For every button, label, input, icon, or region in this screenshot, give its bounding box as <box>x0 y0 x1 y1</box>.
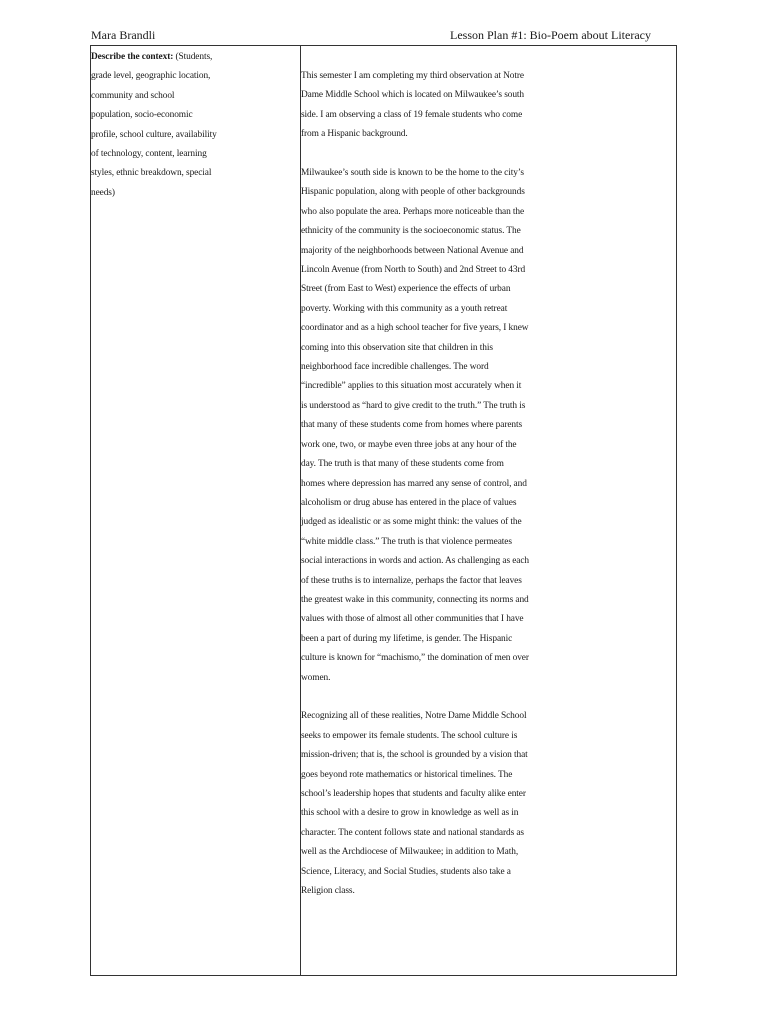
response-line: judged as idealistic or as some might think: the values of the <box>301 517 522 528</box>
response-line: Dame Middle School which is located on Milwaukee’s south <box>301 90 525 101</box>
prompt-line: (Students, <box>173 52 213 62</box>
lesson-title: Lesson Plan #1: Bio-Poem about Literacy <box>450 28 651 42</box>
response-line: coming into this observation site that children in this <box>301 342 493 353</box>
response-line: Religion class. <box>301 886 355 897</box>
response-line: ethnicity of the community is the socioeconomic status. The <box>301 226 521 237</box>
response-line: well as the Archdiocese of Milwaukee; in addition to Math, <box>301 847 519 858</box>
prompt-first-line <box>91 48 300 67</box>
response-line: neighborhood face incredible challenges. The word <box>301 362 489 373</box>
context-table <box>90 45 677 976</box>
response-line: This semester I am completing my third observation at Notre <box>301 71 524 81</box>
response-line: coordinator and as a high school teacher for five years, I knew <box>301 323 529 334</box>
response-line: been a part of during my lifetime, is gender. The Hispanic <box>301 633 513 644</box>
response-line: that many of these students come from homes where parents <box>301 420 523 431</box>
prompt-line: needs) <box>91 187 115 198</box>
response-line: Recognizing all of these realities, Notre Dame Middle School <box>301 711 527 722</box>
response-line: the greatest wake in this community, connecting its norms and <box>301 594 529 605</box>
response-line: character. The content follows state and national standards as <box>301 827 524 838</box>
response-line: values with those of almost all other communities that I have <box>301 614 524 625</box>
response-line: side. I am observing a class of 19 female students who come <box>301 109 523 120</box>
response-line: school’s leadership hopes that students and faculty alike enter <box>301 789 526 799</box>
response-line: Science, Literacy, and Social Studies, students also take a <box>301 866 511 877</box>
response-line: of these truths is to internalize, perhaps the factor that leaves <box>301 575 522 586</box>
response-cell <box>301 67 677 921</box>
author-name: Mara Brandli <box>91 28 156 42</box>
response-line: women. <box>301 672 331 683</box>
response-line: mission-driven; that is, the school is grounded by a vision that <box>301 750 528 761</box>
prompt-line: styles, ethnic breakdown, special <box>91 168 212 179</box>
response-line: Milwaukee’s south side is known to be the home to the city’s <box>301 168 524 179</box>
response-line: poverty. Working with this community as a youth retreat <box>301 303 508 314</box>
response-line: work one, two, or maybe even three jobs at any hour of the <box>301 439 517 450</box>
response-line: day. The truth is that many of these students come from <box>301 459 504 470</box>
response-line: from a Hispanic background. <box>301 129 408 140</box>
response-line: homes where depression has marred any sense of control, and <box>301 478 527 489</box>
prompt-line: community and school <box>91 90 175 101</box>
response-line: goes beyond rote mathematics or historical timelines. The <box>301 769 513 780</box>
prompt-line: grade level, geographic location, <box>91 71 211 82</box>
response-line: “incredible” applies to this situation most accurately when it <box>301 381 522 392</box>
response-line: Hispanic population, along with people of other backgrounds <box>301 187 525 198</box>
response-paragraph <box>301 707 677 901</box>
response-line: is understood as “hard to give credit to the truth.” The truth is <box>301 400 526 411</box>
response-line: “white middle class.” The truth is that violence permeates <box>301 536 512 547</box>
response-paragraph <box>301 164 677 688</box>
response-paragraph <box>301 67 677 145</box>
response-line: majority of the neighborhoods between National Avenue and <box>301 245 524 256</box>
response-line: who also populate the area. Perhaps more noticeable than the <box>301 206 525 217</box>
response-line: seeks to empower its female students. The school culture is <box>301 730 518 741</box>
response-line: alcoholism or drug abuse has entered in the place of values <box>301 497 517 508</box>
prompt-line: profile, school culture, availability <box>91 129 217 140</box>
prompt-line: population, socio-economic <box>91 110 193 121</box>
response-line: Lincoln Avenue (from North to South) and 2nd Street to 43rd <box>301 265 526 276</box>
prompt-label: Describe the context: <box>91 52 174 62</box>
prompt-cell <box>91 48 300 203</box>
response-line: Street (from East to West) experience the effects of urban <box>301 284 511 295</box>
response-line: culture is known for “machismo,” the domination of men over <box>301 653 529 664</box>
response-line: this school with a desire to grow in knowledge as well as in <box>301 808 519 819</box>
response-line: social interactions in words and action. As challenging as each <box>301 556 530 567</box>
prompt-line: of technology, content, learning <box>91 149 207 160</box>
